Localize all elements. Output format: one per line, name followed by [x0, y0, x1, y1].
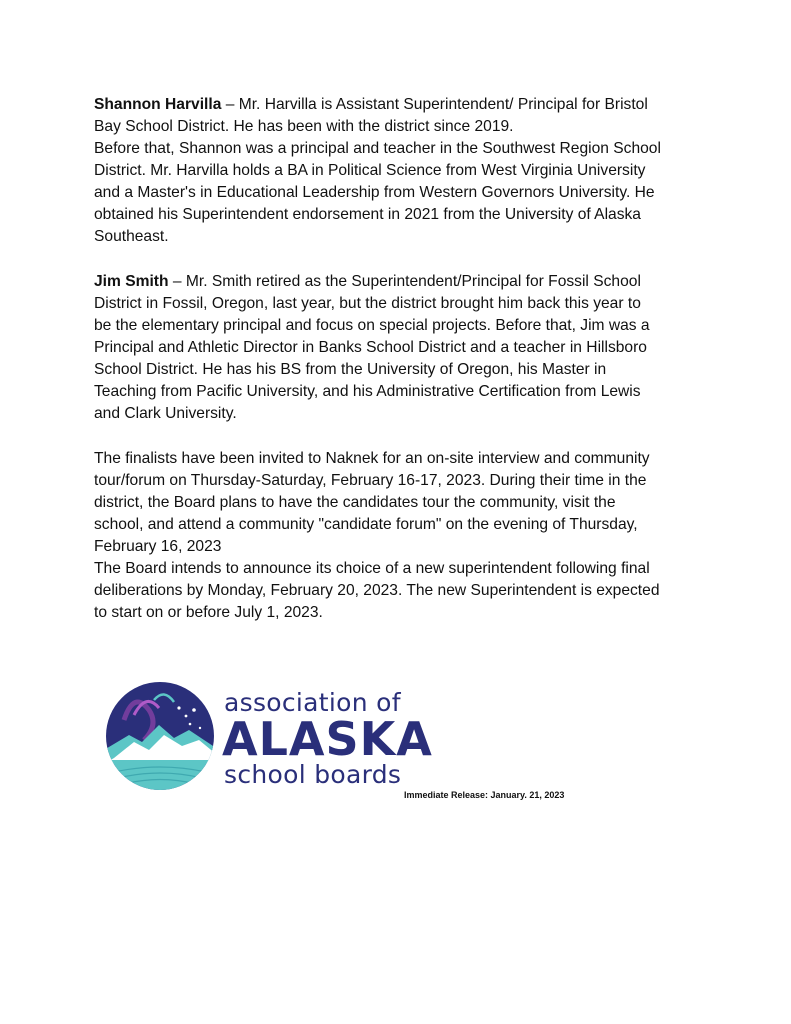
- bio-line: Before that, Shannon was a principal and teacher in the Southwest Region School: [94, 140, 661, 157]
- release-date: Immediate Release: January. 21, 2023: [404, 790, 565, 800]
- bio-line: Southeast.: [94, 228, 169, 245]
- text-line: deliberations by Monday, February 20, 2023. The new Superintendent is expected: [94, 582, 660, 599]
- bio-line: District. Mr. Harvilla holds a BA in Political Science from West Virginia University: [94, 162, 646, 179]
- logo-text-alaska: ALASKA: [222, 712, 433, 766]
- bio-line: and a Master's in Educational Leadership from Western Governors University. He: [94, 184, 655, 201]
- logo-text-school-boards: school boards: [224, 760, 402, 789]
- bio-jim-smith: [94, 271, 704, 425]
- logo-text-association: association of: [224, 688, 401, 717]
- text-line: school, and attend a community "candidate forum" on the evening of Thursday,: [94, 516, 638, 533]
- bio-line: – Mr. Smith retired as the Superintendent/Principal for Fossil School: [172, 273, 641, 290]
- text-line: district, the Board plans to have the candidates tour the community, visit the: [94, 494, 616, 511]
- bio-line: and Clark University.: [94, 405, 237, 422]
- bio-name: Shannon Harvilla: [94, 96, 222, 113]
- text-line: tour/forum on Thursday-Saturday, February 16-17, 2023. During their time in the: [94, 472, 647, 489]
- text-line: to start on or before July 1, 2023.: [94, 604, 323, 621]
- bio-shannon-harvilla: [94, 94, 704, 248]
- text-line: February 16, 2023: [94, 538, 222, 555]
- bio-line: – Mr. Harvilla is Assistant Superintendent/ Principal for Bristol: [225, 96, 648, 113]
- bio-line: be the elementary principal and focus on special projects. Before that, Jim was a: [94, 317, 650, 334]
- bio-line: Teaching from Pacific University, and his Administrative Certification from Lewis: [94, 383, 641, 400]
- bio-line: Principal and Athletic Director in Banks School District and a teacher in Hillsboro: [94, 339, 647, 356]
- bio-line: obtained his Superintendent endorsement in 2021 from the University of Alaska: [94, 206, 641, 223]
- bio-name: Jim Smith: [94, 273, 169, 290]
- bio-line: School District. He has his BS from the University of Oregon, his Master in: [94, 361, 607, 378]
- bio-line: Bay School District. He has been with the district since 2019.: [94, 118, 514, 135]
- aasb-logo-emblem-icon: [104, 680, 216, 792]
- schedule-paragraph: [94, 448, 704, 624]
- aasb-logo: [104, 680, 433, 795]
- text-line: The Board intends to announce its choice of a new superintendent following final: [94, 560, 650, 577]
- bio-line: District in Fossil, Oregon, last year, but the district brought him back this year to: [94, 295, 641, 312]
- text-line: The finalists have been invited to Naknek for an on-site interview and community: [94, 450, 650, 467]
